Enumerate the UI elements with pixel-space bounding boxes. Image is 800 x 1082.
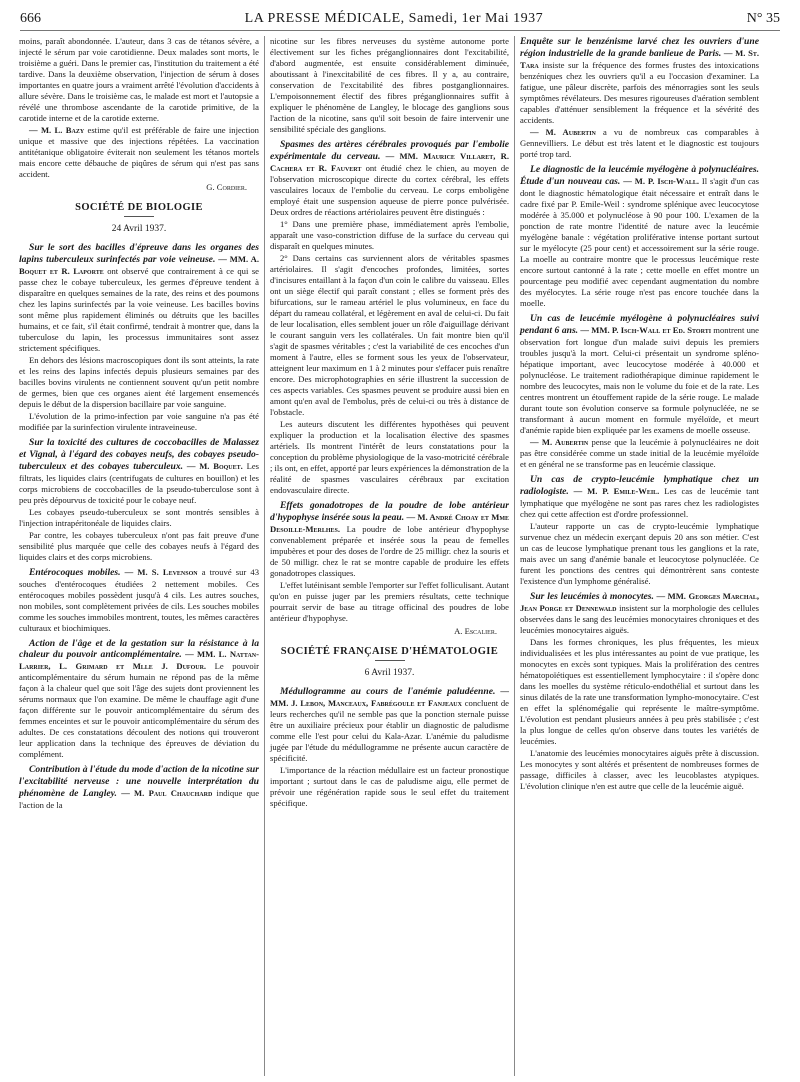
abstract-heading [19, 764, 259, 811]
session-date: 6 Avril 1937. [364, 668, 415, 679]
author: — M. L. Bazy [29, 125, 85, 135]
abstract-heading [270, 500, 509, 579]
text: Les filtrats, les liquides clairs (centrifugats de cultures en bouillon) et les corps microbiens de coccobacilles de la pseudo-tuberculose sont à peu près dépourvus de toxicité pour le cobaye neuf. [19, 460, 259, 505]
author: — M. St. Tara [520, 47, 759, 70]
signature: G. Cordier. [206, 182, 247, 192]
abstract-heading [520, 474, 759, 520]
text: indique que l'action de la [19, 788, 260, 811]
abstract-title: Spasmes des artères cérébrales provoqués par l'embolie expérimentale du cerveau. [270, 139, 509, 162]
text: a trouvé sur 43 souches d'entérocoques étudiées 2 nettement mobiles. Ces entérocoques mobiles possèdent jusqu'à 4 cils. Les autres souches, non mobiles, sont complètement privées de cils. Les souches mobiles comme les souches immobiles montrent, toutes, les mêmes caractères culturaux et biochimiques. [19, 566, 259, 633]
divider [375, 660, 405, 661]
abstract-title: Enquête sur le benzénisme larvé chez les ouvriers d'une région industrielle de la grande banlieue de Paris. [520, 36, 759, 59]
author: — MM. Maurice Villaret, R. Cachera et R. Fauvert [270, 150, 509, 173]
paragraph: 2° Dans certains cas surviennent alors de véritables spasmes artériolaires. Il s'agit d'encoches profondes, limitées, sortes d'incisures entaillant à la façon d'un coin le calibre du vaisseau. Elles ont un siège électif qui paraît constant ; elles se forment près des bifurcations, sur le rameau artériel le plus volumineux, en face du départ du rameau collatéral, et légèrement en aval de celui-ci. Du fait de leur localisation, elles semblent jouer un rôle d'aiguillage dérivant le courant sanguin vers les collatérales. Un fait montre bien qu'il s'agit de spasmes véritables ; c'est la variabilité de ces encoches d'un moment à l'autre, elles se forment sous les yeux de l'observateur, atteignent leur maximum en 1 à 2 minutes pour s'effacer puis renaître encore. Des microphotographies en série illustrent la succession de ces aspects variables. Ces spasmes peuvent se produire aussi bien en amont qu'en aval de l'embolus, près de celui-ci ou très à distance de l'obstacle. [270, 252, 509, 417]
abstract-title: Sur la toxicité des cultures de coccobacilles de Malassez et Vignal, à l'égard des cobayes neufs, des cobayes pseudo-tuberculeux et des cobayes tuberculeux. [19, 436, 259, 472]
issue-number: N° 35 [746, 11, 780, 26]
abstract-heading [270, 686, 509, 764]
author: — M. Boquet. [183, 460, 243, 471]
column-2 [264, 36, 514, 1076]
page-header [20, 8, 780, 31]
abstract-title: Contribution à l'étude du mode d'action de la nicotine sur l'excitabilité nerveuse : une nouvelle interprétation du phénomène de Langley. [19, 764, 259, 800]
text: Il s'agit d'un cas dont le diagnostic hématologique était nécessaire et entraît dans le cadre fixé par P. Emile-Weil : syndrome splénique avec leucocytose modérée à 35.000 et polynucléose à 90 pour 100. L'examen de la ponction de rate montre l'identité de nature avec la leucémie myélogène banale : végétation proliférative intense portant surtout sur le myélocyte (25 pour cent) et accessoirement sur la série rouge. La moelle au contraire montre que le processus leucémique reste encore surtout cantonné à la rate ; cette moelle en effet montre un pourcentage peu modifié avec cependant augmentation du nombre des myélocytes. La série rouge n'est pas encore touchée dans la moelle. [520, 175, 759, 308]
paragraph: Les cobayes pseudo-tuberculeux se sont montrés sensibles à l'injection intrapéritonéale de liquides clairs. [19, 506, 259, 528]
abstract-title: Entérocoques mobiles. [29, 566, 121, 578]
section-heading: SOCIÉTÉ DE BIOLOGIE [75, 202, 203, 213]
author: — M. S. Levenson [120, 566, 198, 577]
abstract-title: Médullogramme au cours de l'anémie paludéenne. [280, 685, 496, 697]
abstract-heading [520, 36, 759, 126]
paragraph: En dehors des lésions macroscopiques dont ils sont atteints, la rate et les reins des lapins infectés depuis plusieurs semaines par des bacilles bovins virulents ne contiennent souvent qu'un petit nombre de germes, bien que ces organes aient été largement ensemencés depuis le début de la dispersion bacillaire par voie sanguine. [19, 354, 259, 409]
author: — MM. P. Isch-Wall et Ed. Storti [578, 324, 712, 335]
text: Les cas de leucémie tant lymphatique que myélogène ne sont pas rares chez les radiologistes chez qui cette affection est d'ordre professionnel. [520, 485, 760, 519]
section-heading: SOCIÉTÉ FRANÇAISE D'HÉMATOLOGIE [280, 645, 499, 657]
paragraph: L'effet lutéinisant semble l'emporter sur l'effet folliculisant. Autant qu'on en puisse juger par les premiers résultats, cette technique pourrait servir de base au titrage officinal des poudres de lobe antérieur d'hypophyse. [270, 579, 509, 623]
author: — MM. Georges Marchal, Jean Porge et Dennewald [520, 590, 760, 613]
abstract-title: Un cas de crypto-leucémie lymphatique chez un radiologiste. [520, 473, 759, 497]
paragraph: Dans les formes chroniques, les plus fréquentes, les mieux individualisées et les plus intéressantes au point de vue pratique, les monocytes en excès sont typiques. Mais la prolifération des centres hématopoïétiques est essentiellement lymphocytaire : il s'opère donc dans les moelles du système réticulo-endothélial et surtout dans les sinus dilatés de la rate une transformation lympho-monocytaire. C'est en effet la splénomégalie qui représente le maître-symptôme. L'évolution est pendant plusieurs années à peu près stabilisée ; c'est la plus longue de celles qu'on observe dans toutes les variétés de leucémies. [520, 636, 759, 746]
text: montrent une observation fort longue d'un malade suivi depuis les premiers troubles jusqu'à la mort. Celui-ci présentait un syndrome spléno-hépatique important, avec leucocytose modérée à 40.000 et polynucléose. Le traitement radiothérapique diminue rapidement le nombre des leucocytes, mais non le volume du foie et de la rate. Les centres montrent un étouffement rapide de la série rouge. Le malade durant toute son évolution conserve sa formule polynucléée, ne se transformant à aucun moment en formule myéloïde, et meurt d'anémie rapide bien expliquée par les examens de moelle osseuse. [520, 324, 760, 435]
text: estime qu'il est préférable de faire une injection unique et massive que des injections répétées. La vaccination antitétanique obligatoire éviterait non seulement les tétanos mortels mais encore cette débauche de piqûres de sérum qui n'est pas sans accident. [19, 125, 259, 179]
text: insiste sur la fréquence des formes frustes des intoxications benzéniques chez les ouvriers qu'il a eu l'occasion d'examiner. La fatigue, une pâleur discrète, parfois des ménorragies sont les seuls symptômes révélateurs. Des mesures rigoureuses d'aération semblent capables d'atténuer sensiblement la fréquence et la sévérité des accidents. [520, 59, 759, 125]
abstract-heading [520, 591, 759, 636]
paragraph: L'anatomie des leucémies monocytaires aiguës prête à discussion. Les monocytes y sont altérés et présentent de nombreuses formes de passage, difficiles à classer, avec les leucoblastes atypiques. L'évolution clinique n'en est autre que celle de la leucémie aiguë. [520, 747, 759, 791]
text: ont observé que contrairement à ce qui se passe chez le cobaye tuberculeux, les germes d'épreuve tendent à disparaître en quelques semaines de la rate, des reins et des poumons chez les lapins surinfectés par la voie veineuse. Les bacilles bovins sont même plus rapidement éliminés ou détruits que les bacilles humains, et ce fait, s'il était confirmé, tendrait à montrer que, dans la tuberculose du lapin, les processus immunitaires sont assez strictement spécifiques. [19, 265, 259, 353]
abstract-heading [520, 164, 759, 309]
abstract-title: Action de l'âge et de la gestation sur la résistance à la chaleur du pouvoir anticomplémentaire. [19, 637, 259, 661]
author: — M. P. Emile-Weil. [568, 485, 660, 496]
abstract-title: Un cas de leucémie myélogène à polynucléaires suivi pendant 6 ans. [520, 312, 759, 336]
article-columns [14, 36, 786, 1076]
page-number: 666 [20, 11, 41, 26]
abstract-title: Sur le sort des bacilles d'épreuve dans les organes des lapins tuberculeux surinfectés par voie veineuse. [19, 241, 259, 265]
paragraph [520, 437, 759, 470]
paragraph: L'évolution de la primo-infection par voie sanguine n'a pas été modifiée par la surinfection virulente intraveineuse. [19, 410, 259, 432]
abstract-heading [19, 567, 259, 634]
author: — M. Aubertin [530, 436, 589, 447]
author: — MM. A. Boquet et R. Laporte [19, 253, 259, 276]
abstract-title: Effets gonadotropes de la poudre de lobe antérieur d'hypophyse insérée sous la peau. [270, 499, 509, 523]
paragraph: L'importance de la réaction médullaire est un facteur pronostique important ; surtout dans le cas de paludisme aigu, elle permet de prévoir une régénération rapide sous le seul effet du traitement spécifique. [270, 764, 509, 808]
paragraph: moins, paraît abondonnée. L'auteur, dans 3 cas de tétanos sévère, a injecté le sérum par voie carotidienne. Deux malades sont morts, le troisième a guéri. Dans le premier cas, l'institution du traitement a été tardive. Dans la deuxième observation, l'injection de sérum à doses importantes en quatre jours a vraiment arrêté l'évolution d'accidents à allure sévère. Dans le troisième cas, le malade est mort et l'autopsie a révélé une thrombose ascendante de la carotide primitive, de la carotide interne et de la carotide externe. [19, 36, 259, 123]
divider [124, 216, 154, 217]
paragraph: L'auteur rapporte un cas de crypto-leucémie lymphatique survenue chez un médecin exerçant depuis 20 ans son métier. C'est un cas de leucose lymphatique prenant tous les ganglions et la rate, mais avec un sang d'anémie banale et leucocytose polynucléée. Ce furent les ponctions des centres qui démontrèrent sans conteste l'existence d'un lymphome généralisé. [520, 520, 759, 586]
abstract-heading [19, 638, 259, 761]
text: Le pouvoir anticomplémentaire du sérum humain ne répond pas de la même façon à la chaleur quel que soit l'âge des sujets dont proviennent les sérums normaux que l'on examine. De même le chauffage agit d'une façon différente sur le pouvoir anticomplémentaire du sérum des femmes enceintes et sur le pouvoir anticomplémentaire du sérum des adultes. De ces constatations découlent des notions qui trouveront leur application dans la technique des épreuves de déviation du complément. [19, 661, 259, 760]
author: — MM. L. Nattan-Larrier, L. Grimard et Mlle J. Dufour. [19, 649, 260, 672]
paragraph [19, 125, 259, 180]
author: — M. Aubertin [530, 126, 596, 137]
text: pense que la leucémie à polynucléaires ne doit pas être considérée comme un stade initial de la leucémie myéloïde et en général ne se transforme pas en leucémie classique. [520, 436, 759, 469]
author: — M. André Choay et Mme Desoille-Merlhes. [270, 511, 509, 534]
paragraph: Par contre, les cobayes tuberculeux n'ont pas fait preuve d'une sensibilité plus marquée que celle des cobayes neufs à l'égard des liquides clairs et des corps microbiens. [19, 529, 259, 562]
text: ont étudié chez le chien, au moyen de l'observation microscopique directe du cortex cérébral, les effets vasculaires locaux de l'embolie du cerveau. Le corps emboligène employé était une suspension aqueuse de pierre ponce pulvérisée. Deux ordres de réactions artériolaires peuvent être distingués : [270, 162, 509, 217]
abstract-title: Le diagnostic de la leucémie myélogène à polynucléaires. Étude d'un nouveau cas. [520, 163, 759, 187]
column-1 [14, 36, 264, 1076]
author: — M. Paul Chauchard [116, 788, 213, 799]
journal-title: LA PRESSE MÉDICALE, Samedi, 1er Mai 1937 [244, 11, 544, 26]
paragraph: Les auteurs discutent les différentes hypothèses qui peuvent expliquer la production et la localisation élective des spasmes artériels. Ils montrent l'intérêt de leurs constatations pour la conception du problème physiologique de la vaso-motricité cérébrale ; ils ont, en effet, apporté par leurs expériences la démonstration de la réalité de spasmes vasculaires cérébraux par excitation endovasculaire directe. [270, 418, 509, 495]
abstract-heading [270, 139, 509, 218]
signature: A. Escalier. [454, 625, 497, 636]
text: a vu de nombreux cas comparables à Gennevilliers. Le début est très latent et le diagnostic est toujours porté trop tard. [520, 126, 759, 159]
author: — MM. J. Lebon, Manceaux, Fabrégoule et Fanjeaux [270, 685, 509, 708]
column-3 [514, 36, 764, 1076]
session-date: 24 Avril 1937. [111, 224, 167, 235]
paragraph [520, 127, 759, 160]
abstract-heading [520, 313, 759, 436]
abstract-title: Sur les leucémies à monocytes. [530, 590, 654, 602]
abstract-heading [19, 437, 259, 506]
text: concluent de leurs recherches qu'il ne semble pas que la ponction sternale puisse être un auxiliaire précieux pour établir un diagnostic de paludisme comme elle l'est pour celui du Kala-Azar. L'anémie du paludisme jugée par l'étude du médullogramme ne présente aucun caractère de spécificité. [270, 697, 509, 763]
author: — M. P. Isch-Wall. [620, 175, 699, 186]
text: La poudre de lobe antérieur d'hypophyse convenablement préparée et insérée sous la peau de femelles impubères et pour des doses de l'ordre de 25 milligr. chez la souris et de 50 milligr. chez le rat se montre capable de produire les effets gonadotropes classiques. [270, 523, 509, 578]
paragraph: 1° Dans une première phase, immédiatement après l'embolie, apparaît une vaso-constriction diffuse de la surface du cerveau qui disparaît en quelques minutes. [270, 218, 509, 251]
text: insistent sur la morphologie des cellules observées dans le sang des leucémies monocytaires chroniques et des leucémies monocytaires aiguës. [520, 602, 759, 635]
paragraph: nicotine sur les fibres nerveuses du système autonome porte électivement sur les fiches préganglionnaires dont l'excitabilité, d'abord augmentée, est ensuite considérablement diminuée, aboutissant à l'inexcitabilité de ces fibres. Il y a, au contraire, conservation de l'excitabilité des fibres postganglionnaires. L'empoisonnement électif des fibres préganglionnaires suffit à expliquer le phénomène de Langley, le blocage des ganglions sous l'action de la nicotine, sans qu'il soit besoin de faire intervenir une sensibilité spéciale des ganglions. [270, 36, 509, 134]
abstract-heading [19, 242, 259, 354]
